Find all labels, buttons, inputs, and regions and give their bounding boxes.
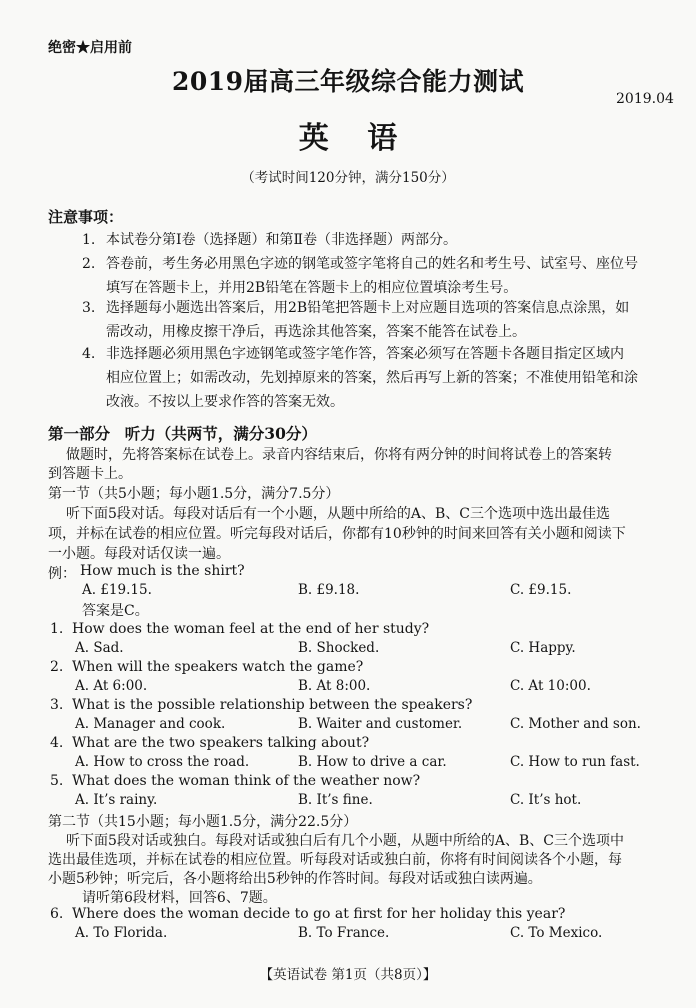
part1-heading: [48, 422, 317, 444]
example-label: 例：: [48, 566, 76, 582]
note-line: 答卷前，考生务必用黑色字迹的钢笔或签字笔将自己的姓名和考生号、试室号、座位号: [106, 256, 638, 272]
section2-intro-line: 小题5秒钟；听完后，各小题将给出5秒钟的作答时间。每段对话或独白读两遍。: [48, 871, 542, 887]
option-c: C. Mother and son.: [510, 716, 641, 732]
option-c: C. At 10:00.: [510, 678, 591, 694]
question-number: 2.: [50, 659, 64, 675]
option-b: B. Shocked.: [298, 640, 380, 656]
note-line: 非选择题必须用黑色字迹钢笔或签字笔作答，答案必须写在答题卡各题目指定区域内: [106, 346, 624, 362]
note-line: 相应位置上；如需改动，先划掉原来的答案，然后再写上新的答案；不准使用铅笔和涂: [106, 370, 638, 386]
option-a: A. It’s rainy.: [75, 792, 158, 808]
option-b: B. Waiter and customer.: [298, 716, 463, 732]
question-number: 5.: [50, 773, 64, 789]
part1-title: 第一部分: [48, 424, 111, 443]
question-text: When will the speakers watch the game?: [72, 659, 364, 675]
option-b: B. How to drive a car.: [298, 754, 447, 770]
note-line: 需改动，用橡皮擦干净后，再选涂其他答案，答案不能答在试卷上。: [106, 324, 526, 340]
question-text: What does the woman think of the weather now?: [72, 773, 421, 789]
option-a: A. Manager and cook.: [75, 716, 226, 732]
option-c: C. Happy.: [510, 640, 576, 656]
example-option-b: B. £9.18.: [298, 582, 360, 598]
section2-intro-line: 选出最佳选项，并标在试卷的相应位置。听每段对话或独白前，你将有时间阅读各个小题，每: [48, 852, 622, 868]
question-number: 6.: [50, 906, 64, 922]
example-option-c: C. £9.15.: [510, 582, 572, 598]
confidential-label: 绝密★启用前: [48, 40, 132, 56]
exam-title: 2019届高三年级综合能力测试: [171, 67, 525, 96]
section2-instruction: 请听第6段材料，回答6、7题。: [82, 890, 277, 906]
note-line: 改液。不按以上要求作答的答案无效。: [106, 394, 344, 410]
example-answer: 答案是C。: [82, 603, 149, 619]
page-footer: 【英语试卷 第1页（共8页）】: [259, 967, 437, 983]
option-c: C. How to run fast.: [510, 754, 640, 770]
example-option-a: A. £19.15.: [82, 582, 152, 598]
question-text: Where does the woman decide to go at first for her holiday this year?: [72, 906, 566, 922]
question-text: How does the woman feel at the end of her study?: [72, 621, 430, 637]
notes-title: 注意事项：: [48, 208, 124, 226]
option-c: C. To Mexico.: [510, 925, 603, 941]
option-a: A. At 6:00.: [75, 678, 148, 694]
exam-info: （考试时间120分钟，满分150分）: [241, 170, 455, 186]
option-b: B. To France.: [298, 925, 390, 941]
note-item: [82, 342, 638, 414]
option-a: A. How to cross the road.: [75, 754, 250, 770]
subject-title: 英 语: [298, 121, 412, 156]
note-number: 4.: [82, 346, 96, 362]
note-line: 选择题每小题选出答案后，用2B铅笔把答题卡上对应题目选项的答案信息点涂黑，如: [106, 300, 630, 316]
section1-intro-line: 听下面5段对话。每段对话后有一个小题，从题中所给的A、B、C三个选项中选出最佳选: [66, 506, 611, 522]
section1-title: 第一节（共5小题；每小题1.5分，满分7.5分）: [48, 486, 340, 502]
option-b: B. At 8:00.: [298, 678, 371, 694]
part1-subtitle: 听力（共两节，满分30分）: [124, 424, 317, 443]
note-line: 填写在答题卡上，并用2B铅笔在答题卡上的相应位置填涂考生号。: [106, 280, 518, 296]
option-b: B. It’s fine.: [298, 792, 373, 808]
option-a: A. Sad.: [75, 640, 124, 656]
part1-intro-line: 到答题卡上。: [48, 466, 132, 482]
example-question: How much is the shirt?: [80, 563, 245, 579]
option-a: A. To Florida.: [75, 925, 168, 941]
note-item: [82, 252, 638, 300]
note-line: 本试卷分第Ⅰ卷（选择题）和第Ⅱ卷（非选择题）两部分。: [106, 232, 458, 248]
note-item: [82, 296, 629, 344]
section2-intro-line: 听下面5段对话或独白。每段对话或独白后有几个小题，从题中所给的A、B、C三个选项中: [66, 833, 625, 849]
question-number: 1.: [50, 621, 64, 637]
section2-title: 第二节（共15小题；每小题1.5分，满分22.5分）: [48, 814, 358, 830]
option-c: C. It’s hot.: [510, 792, 582, 808]
note-number: 1.: [82, 232, 96, 248]
exam-date: 2019.04: [616, 91, 674, 107]
question-number: 3.: [50, 697, 64, 713]
question-text: What is the possible relationship between the speakers?: [72, 697, 473, 713]
section1-intro-line: 项，并标在试卷的相应位置。听完每段对话后，你都有10秒钟的时间来回答有关小题和阅读下: [48, 526, 626, 542]
note-number: 2.: [82, 256, 96, 272]
note-number: 3.: [82, 300, 96, 316]
question-number: 4.: [50, 735, 64, 751]
section1-intro-line: 一小题。每段对话仅读一遍。: [48, 546, 230, 562]
note-item: [82, 228, 457, 252]
part1-intro-line: 做题时，先将答案标在试卷上。录音内容结束后，你将有两分钟的时间将试卷上的答案转: [66, 447, 612, 463]
question-text: What are the two speakers talking about?: [72, 735, 370, 751]
